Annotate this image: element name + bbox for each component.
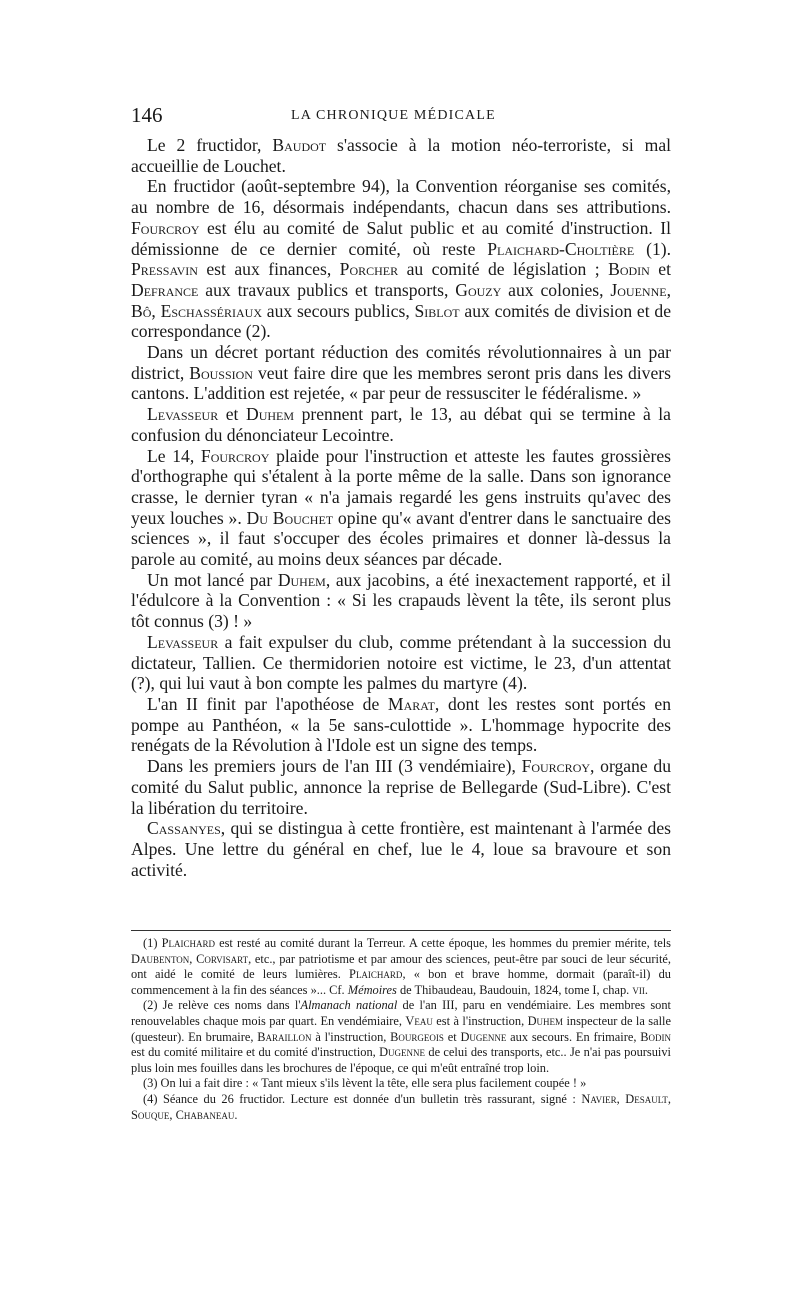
name-text: Boussion <box>189 362 253 383</box>
name-text: Fourcroy <box>200 445 270 466</box>
name-text: Porcher <box>339 259 399 280</box>
text-run: à l'instruction, <box>311 1029 391 1044</box>
name-text: Dugenne <box>460 1029 507 1044</box>
text-run: prennent part, le 13, au débat qui se termine à la confusion du dénonciateur Lecointre. <box>131 404 671 445</box>
paragraph <box>131 342 671 404</box>
name-text: Bodin <box>640 1029 671 1044</box>
text-run: opine qu'« avant d'entrer dans le sanctuaire des sciences », il faut s'occuper des écoles primaires et donner là-dessus la parole au comité, au moins deux séances par décade. <box>131 507 671 570</box>
name-text: vii <box>632 982 645 997</box>
running-title: LA CHRONIQUE MÉDICALE <box>291 108 496 123</box>
name-text: Siblot <box>414 300 460 321</box>
text-run: est élu au comité de Salut public et au comité d'instruction. Il démissionne de ce dernier comité, où reste <box>131 217 671 259</box>
text-run: et <box>649 259 671 280</box>
text-run: aux colonies, <box>501 279 611 300</box>
italic-text: Almanach national <box>300 998 398 1013</box>
name-text: Defrance <box>131 279 199 300</box>
name-text: Eschassériaux <box>160 300 263 321</box>
paragraph <box>131 176 671 342</box>
footnote <box>131 1076 671 1092</box>
name-text: Navier <box>581 1091 617 1106</box>
name-text: Pressavin <box>131 259 198 280</box>
text-run: de l'an III, paru en vendémiaire. Les membres sont renouvelables chaque mois par quart. En vendémiaire, <box>131 998 671 1028</box>
name-text: Bourgeois <box>390 1029 444 1044</box>
name-text: Souque <box>131 1107 170 1122</box>
text-run: a fait expulser du club, comme prétendant à la succession du dictateur, Tallien. Ce thermidorien notoire est victime, le 23, d'un attentat (?), qui lui vaut à bon compte les palmes du martyre (4). <box>131 631 671 694</box>
text-run: En fructidor (août-septembre 94), la Convention réorganise ses comités, au nombre de 16, désormais indépendants, chacun dans ses attributions. <box>131 176 671 218</box>
name-text: Duhem <box>245 404 295 425</box>
text-run: , <box>666 279 671 300</box>
name-text: Desault <box>625 1091 668 1106</box>
page-number: 146 <box>131 103 163 127</box>
text-run: (4) Séance du 26 fructidor. Lecture est donnée d'un bulletin très rassurant, signé : <box>143 1091 582 1106</box>
name-text: Levasseur <box>147 404 219 425</box>
text-run: est à l'instruction, <box>432 1013 528 1028</box>
name-text: Marat <box>387 693 435 714</box>
page-header <box>131 103 671 129</box>
paragraph <box>131 135 671 176</box>
text-run: inspecteur de la salle (questeur). En brumaire, <box>131 1013 671 1044</box>
name-text: Bô <box>131 300 152 321</box>
name-text: Bodin <box>608 259 650 280</box>
italic-text: Mémoires <box>347 982 397 997</box>
text-run: , <box>189 951 197 966</box>
text-run: aux travaux publics et transports, <box>198 279 456 300</box>
name-text: Fourcroy <box>131 217 200 238</box>
name-text: Cassanyes <box>147 818 221 839</box>
name-text: Jouenne <box>610 279 667 300</box>
text-run: plaide pour l'instruction et atteste les fautes grossières d'orthographe qui s'étalent à la porte même de la salle. Dans son ignorance crasse, le dernier tyran « n'a jamais regardé les gens instruits qu'avec des yeux louches ». <box>131 445 671 528</box>
text-run: et <box>443 1029 461 1044</box>
text-run: , <box>151 300 161 321</box>
name-text: Plaichard <box>161 936 215 950</box>
text-run: est du comité militaire et du comité d'instruction, <box>131 1045 380 1060</box>
footnote-rule <box>131 930 671 931</box>
name-text: Du Bouchet <box>246 507 334 528</box>
text-run: , <box>169 1107 176 1122</box>
text-run: Dans un décret portant réduction des comités révolutionnaires à un par district, <box>131 342 671 383</box>
name-text: Plaichard <box>349 967 403 982</box>
paragraph <box>131 570 671 632</box>
text-run: , dont les restes sont portés en pompe au Panthéon, « la 5e sans-culottide ». L'hommage hypocrite des renégats de la Révolution à l'Idole est un signe des temps. <box>131 693 671 756</box>
paragraph <box>131 446 671 570</box>
text-run: s'associe à la motion néo-terroriste, si mal accueillie de Louchet. <box>131 135 672 176</box>
paragraph <box>131 756 671 818</box>
text-run: , <box>667 1091 671 1106</box>
footnote <box>131 998 671 1076</box>
paragraph <box>131 694 671 756</box>
name-text: Levasseur <box>147 631 219 652</box>
text-run: , <box>616 1091 626 1106</box>
name-text: Corvisart <box>196 951 249 966</box>
text-run: au comité de législation ; <box>398 259 609 280</box>
text-run: Un mot lancé par <box>147 569 278 590</box>
name-text: Gouzy <box>455 279 502 300</box>
paragraph <box>131 818 671 880</box>
footnote <box>131 936 671 998</box>
text-run: , etc., par patriotisme et par amour des sciences, peut-être par souci de leur sécurité, ont aidé le comité de leurs lumières. <box>131 951 671 982</box>
text-run: de celui des transports, etc.. Je n'ai pas poursuivi plus loin mes fouilles dans les brochures de l'époque, ce qui m'eût entraîné trop loin. <box>131 1045 671 1075</box>
name-text: Dugenne <box>379 1045 426 1060</box>
text-run: , qui se distingua à cette frontière, est maintenant à l'armée des Alpes. Une lettre du général en chef, lue le 4, loue sa bravoure et son activité. <box>131 818 671 880</box>
paragraph <box>131 404 671 445</box>
name-text: Plaichard-Choltière <box>487 238 635 259</box>
text-run: L'an II finit par l'apothéose de <box>147 693 388 714</box>
text-run: veut faire dire que les membres seront pris dans les divers cantons. L'addition est rejetée, « par peur de ressusciter le fédéralisme. » <box>131 362 671 404</box>
text-run: (1) <box>143 936 162 950</box>
text-run: Le 2 fructidor, <box>147 135 273 155</box>
text-run: . <box>644 982 648 997</box>
paragraph <box>131 632 671 694</box>
text-run: (3) On lui a fait dire : « Tant mieux s'ils lèvent la tête, elle sera plus facilement coupée ! » <box>143 1076 587 1091</box>
name-text: Duhem <box>527 1013 564 1028</box>
text-run: aux comités de division et de correspondance (2). <box>131 300 671 342</box>
text-run: est aux finances, <box>197 259 340 280</box>
name-text: Chabaneau <box>175 1107 235 1122</box>
text-run: Dans les premiers jours de l'an III (3 vendémiaire), <box>147 756 522 777</box>
footnotes <box>131 936 671 1123</box>
name-text: Baraillon <box>257 1029 312 1044</box>
text-run: Le 14, <box>147 445 201 466</box>
text-run: , « bon et brave homme, dormait (paraît-il) du commencement à la fin des séances »... Cf. <box>131 967 672 997</box>
body-text <box>131 135 671 880</box>
text-run: , organe du comité du Salut public, annonce la reprise de Bellegarde (Sud-Libre). C'est la libération du territoire. <box>131 756 671 818</box>
text-run: de Thibaudeau, Baudouin, 1824, tome I, chap. <box>396 982 633 997</box>
footnote <box>131 1092 671 1123</box>
text-run: (1). <box>634 238 671 259</box>
text-run: (2) Je relève ces noms dans l' <box>143 998 301 1013</box>
name-text: Veau <box>405 1013 433 1028</box>
text-run: et <box>218 404 246 425</box>
name-text: Daubenton <box>131 951 190 966</box>
text-run: . <box>234 1107 238 1122</box>
name-text: Duhem <box>277 569 326 590</box>
name-text: Fourcroy <box>521 756 591 777</box>
text-run: aux secours publics, <box>262 300 415 321</box>
text-run: est resté au comité durant la Terreur. A cette époque, les hommes du premier mérite, tels <box>214 936 672 950</box>
name-text: Baudot <box>272 135 327 155</box>
text-run: , aux jacobins, a été inexactement rapporté, et il l'édulcore à la Convention : « Si les crapauds lèvent la tête, ils seront plus tôt connus (3) ! » <box>131 569 671 632</box>
text-run: aux secours. En frimaire, <box>506 1029 641 1044</box>
